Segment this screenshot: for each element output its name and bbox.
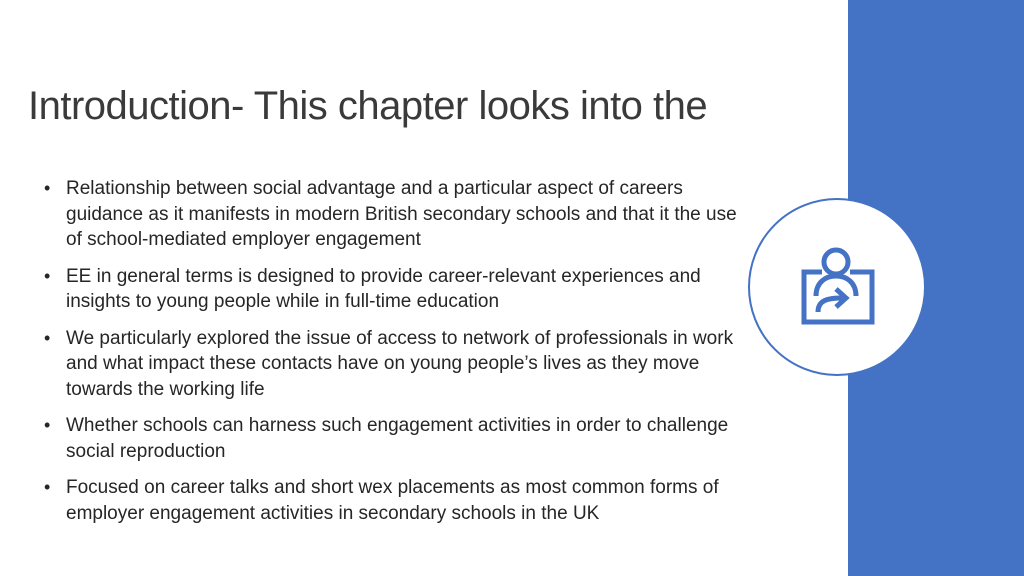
bullet-item: • Relationship between social advantage and a particular aspect of careers guidance as it manifests in modern British secondary schools and that it the use of school-mediated employer engagement [44, 176, 744, 253]
slide-title: Introduction- This chapter looks into the [28, 84, 708, 128]
bullet-item: • We particularly explored the issue of access to network of professionals in work and what impact these contacts have on young people’s lives as they move towards the working life [44, 326, 744, 403]
user-presentation-arrow-icon [794, 244, 884, 334]
bullet-list [44, 176, 744, 537]
bullet-item: • Whether schools can harness such engagement activities in order to challenge social reproduction [44, 413, 744, 464]
bullet-item: • Focused on career talks and short wex placements as most common forms of employer engagement activities in secondary schools in the UK [44, 475, 744, 526]
bullet-item: • EE in general terms is designed to provide career-relevant experiences and insights to young people while in full-time education [44, 264, 744, 315]
icon-badge [748, 198, 926, 376]
